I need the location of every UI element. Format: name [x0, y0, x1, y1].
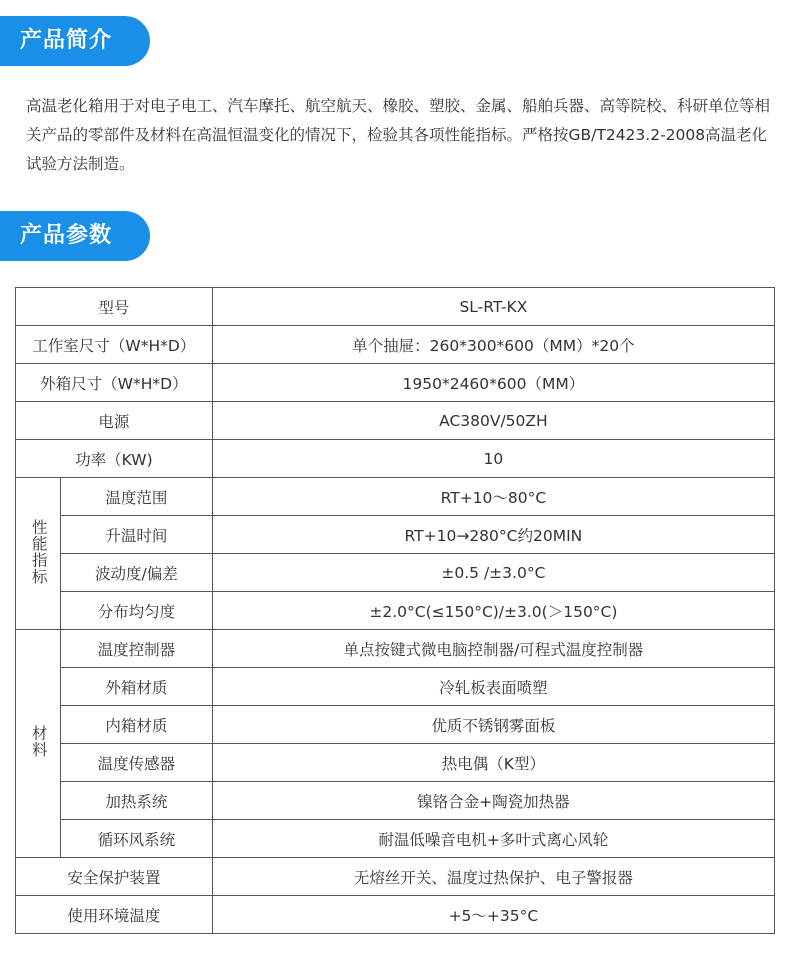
table-row-power-supply: [16, 402, 775, 440]
row-label: 温度控制器: [60, 630, 212, 668]
row-label: 波动度/偏差: [60, 554, 212, 592]
row-label: 使用环境温度: [16, 896, 213, 934]
row-label: 循环风系统: [60, 820, 212, 858]
table-row-model: [16, 288, 775, 326]
row-value: +5～+35°C: [212, 896, 774, 934]
row-value: AC380V/50ZH: [212, 402, 774, 440]
row-label: 工作室尺寸（W*H*D）: [16, 326, 213, 364]
row-label: 内箱材质: [60, 706, 212, 744]
row-label: 温度传感器: [60, 744, 212, 782]
table-row-controller: [16, 630, 775, 668]
row-value: SL-RT-KX: [212, 288, 774, 326]
row-value: ±0.5 /±3.0°C: [212, 554, 774, 592]
row-label: 安全保护装置: [16, 858, 213, 896]
row-value: 10: [212, 440, 774, 478]
row-value: 无熔丝开关、温度过热保护、电子警报器: [212, 858, 774, 896]
table-row-safety: [16, 858, 775, 896]
table-row-heating-time: [16, 516, 775, 554]
row-label: 温度范围: [60, 478, 212, 516]
row-value: 耐温低噪音电机+多叶式离心风轮: [212, 820, 774, 858]
row-label: 升温时间: [60, 516, 212, 554]
row-label: 电源: [16, 402, 213, 440]
row-value: RT+10→280°C约20MIN: [212, 516, 774, 554]
row-value: 优质不锈钢雾面板: [212, 706, 774, 744]
row-value: ±2.0°C(≤150°C)/±3.0(＞150°C): [212, 592, 774, 630]
row-label: 外箱材质: [60, 668, 212, 706]
row-value: 镍铬合金+陶瓷加热器: [212, 782, 774, 820]
row-label: 型号: [16, 288, 213, 326]
row-value: 单个抽屉：260*300*600（MM）*20个: [212, 326, 774, 364]
table-row-sensor: [16, 744, 775, 782]
group-cell-performance: [16, 478, 61, 630]
row-value: 热电偶（K型）: [212, 744, 774, 782]
table-row-heating-system: [16, 782, 775, 820]
row-label: 功率（KW): [16, 440, 213, 478]
section-title-intro: 产品简介: [0, 16, 150, 66]
table-row-outer-material: [16, 668, 775, 706]
table-row-chamber-size: [16, 326, 775, 364]
group-cell-materials: [16, 630, 61, 858]
table-row-outer-size: [16, 364, 775, 402]
table-row-temp-range: [16, 478, 775, 516]
table-row-power: [16, 440, 775, 478]
section-title-params: 产品参数: [0, 211, 150, 261]
table-row-inner-material: [16, 706, 775, 744]
row-value: 单点按键式微电脑控制器/可程式温度控制器: [212, 630, 774, 668]
row-value: RT+10～80°C: [212, 478, 774, 516]
params-table: [15, 287, 775, 934]
intro-paragraph: 高温老化箱用于对电子电工、汽车摩托、航空航天、橡胶、塑胶、金属、船舶兵器、高等院校、科研单位等相关产品的零部件及材料在高温恒温变化的情况下，检验其各项性能指标。严格按GB/T2423.2-2008高温老化试验方法制造。: [26, 97, 771, 173]
table-row-uniformity: [16, 592, 775, 630]
table-row-air-circulation: [16, 820, 775, 858]
row-label: 分布均匀度: [60, 592, 212, 630]
group-label-materials: 材料: [29, 725, 48, 758]
row-value: 1950*2460*600（MM）: [212, 364, 774, 402]
row-label: 加热系统: [60, 782, 212, 820]
row-value: 冷轧板表面喷塑: [212, 668, 774, 706]
row-label: 外箱尺寸（W*H*D）: [16, 364, 213, 402]
group-label-performance: 性能指标: [29, 518, 48, 585]
table-row-fluctuation: [16, 554, 775, 592]
table-row-environment: [16, 896, 775, 934]
